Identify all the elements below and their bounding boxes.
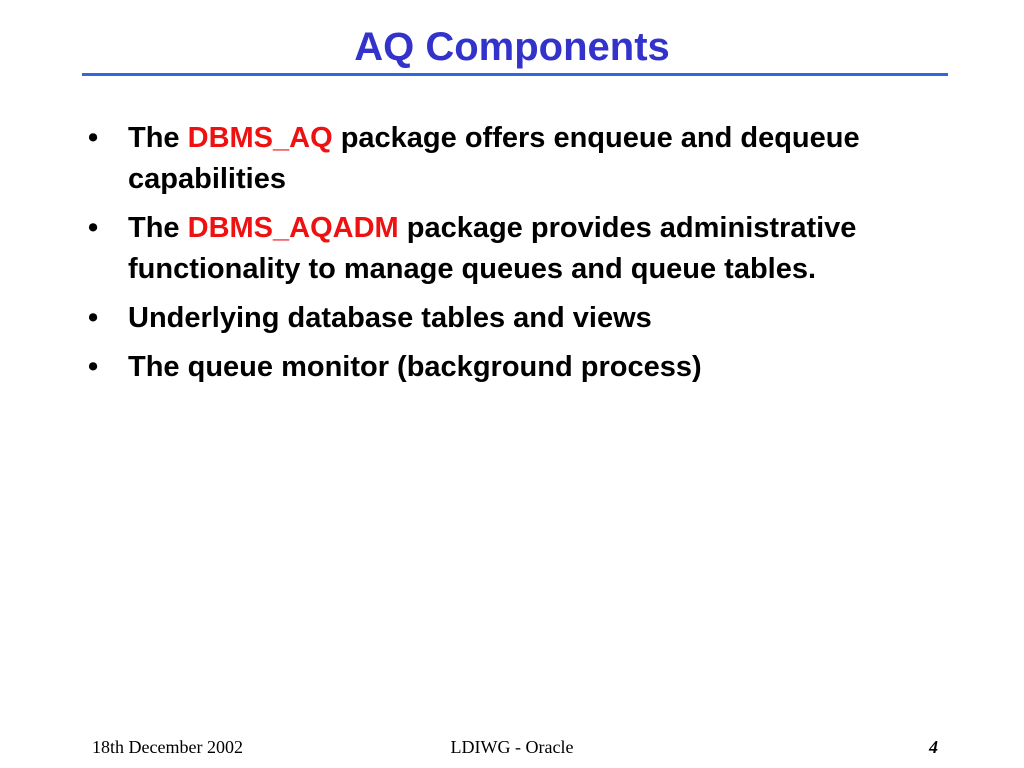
slide-title: AQ Components [354, 25, 670, 69]
bullet-marker: • [88, 302, 99, 334]
bullet-item-tables-views [84, 298, 944, 339]
footer-page-number: 4 [929, 737, 938, 757]
package-name-dbms-aq: DBMS_AQ [187, 122, 333, 154]
footer-date: 18th December 2002 [92, 737, 243, 757]
bullet-item-queue-monitor [84, 347, 944, 388]
bullet-text: Underlying database tables and views [128, 302, 652, 334]
footer-center-text: LDIWG - Oracle [450, 737, 574, 757]
bullet-text-prefix: The [128, 122, 188, 154]
bullet-item-dbms-aqadm [84, 208, 944, 290]
bullet-text-prefix: The [128, 212, 188, 244]
bullet-text-suffix: package offers enqueue and dequeue capabilities [128, 122, 860, 195]
bullet-list [84, 118, 944, 396]
bullet-marker: • [88, 212, 99, 244]
bullet-text-suffix: package provides administrative functionality to manage queues and queue tables. [128, 212, 857, 285]
bullet-item-dbms-aq [84, 118, 944, 200]
title-divider [82, 73, 948, 76]
package-name-dbms-aqadm: DBMS_AQADM [187, 212, 399, 244]
bullet-marker: • [88, 351, 99, 383]
bullet-text: The queue monitor (background process) [128, 351, 702, 383]
bullet-marker: • [88, 122, 99, 154]
